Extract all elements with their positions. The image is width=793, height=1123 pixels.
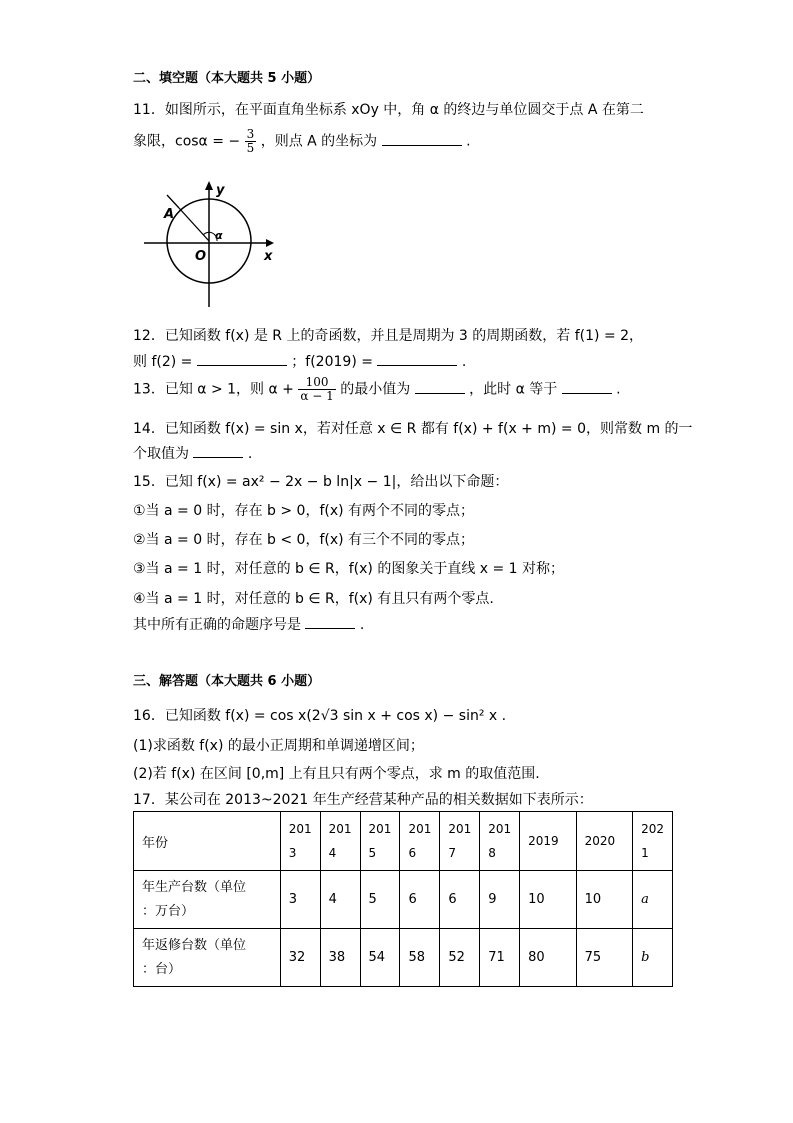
table-cell: 71 [480,929,520,987]
q16-line1: 16．已知函数 f(x) = cos x(2√3 sin x + cos x) − sin² x . [133,708,507,724]
label-x: x [264,249,273,264]
q14-line2 [133,443,252,463]
table-cell: 5 [360,871,400,929]
q15-option-2: ②当 a = 0 时，存在 b < 0，f(x) 有三个不同的零点； [133,532,475,548]
table-cell: 10 [520,871,576,929]
table-cell-year-2016: 201 6 [400,812,440,871]
table-label-repairs: 年返修台数（单位 ：台） [134,929,281,987]
q11-frac-den: 5 [246,141,255,155]
q13-fraction [298,376,335,403]
y-axis-arrow-icon [205,181,213,190]
q14-line2-pre: 个取值为 [133,446,189,462]
table-cell: 10 [576,871,632,929]
q13-frac-num: 100 [298,376,335,390]
q11-period: . [466,133,471,150]
table-cell: 80 [520,929,576,987]
q15-last-pre: 其中所有正确的命题序号是 [133,617,301,633]
unit-circle-figure [140,178,280,310]
table-cell: 52 [440,929,480,987]
table-cell: 75 [576,929,632,987]
section-header-solve: 三、解答题（本大题共 6 小题） [133,674,321,689]
q17-data-table [133,811,673,987]
table-cell: 9 [480,871,520,929]
table-cell-year-2020: 2020 [576,812,632,871]
q13-mid: 的最小值为 [340,381,411,398]
table-cell-year-2019: 2019 [520,812,576,871]
table-cell-year-2013: 201 3 [280,812,320,871]
table-cell-year-2014: 201 4 [320,812,360,871]
q11-line2 [133,128,471,155]
table-label-production: 年生产台数（单位 ：万台） [134,871,281,929]
table-row-repairs [134,929,673,987]
q15-last-line [133,614,364,634]
q11-frac-num: 3 [246,127,255,141]
q13-pre: 13．已知 α > 1，则 α + [133,381,294,398]
q15-period: . [359,617,365,633]
q11-line2-post: ，则点 A 的坐标为 [260,133,378,150]
table-cell: 58 [400,929,440,987]
q13-answer-blank-1[interactable] [415,379,465,394]
q11-answer-blank[interactable] [382,131,462,146]
label-origin: O [195,249,207,264]
terminal-side [179,208,209,241]
q14-period: . [247,446,253,462]
table-cell: a [633,871,673,929]
q13-answer-blank-2[interactable] [562,379,612,394]
q16-part2: (2)若 f(x) 在区间 [0,m] 上有且只有两个零点，求 m 的取值范围. [133,766,540,782]
table-row-production [134,871,673,929]
q12-line1: 12．已知函数 f(x) 是 R 上的奇函数，并且是周期为 3 的周期函数，若 f(1) = 2， [133,328,644,344]
q16-part1: (1)求函数 f(x) 的最小正周期和单调递增区间； [133,738,424,754]
q13-frac-den: α − 1 [300,389,334,403]
table-header-year: 年份 [134,812,281,871]
q13-period: . [616,381,621,398]
q15-option-4: ④当 a = 1 时，对任意的 b ∈ R，f(x) 有且只有两个零点. [133,591,494,607]
label-alpha: α [215,229,223,242]
table-row-year [134,812,673,871]
table-cell: b [633,929,673,987]
table-cell-year-2021: 202 1 [633,812,673,871]
table-cell: 38 [320,929,360,987]
q12-line2-a: 则 f(2) = [133,354,193,370]
section-header-fill-in: 二、填空题（本大题共 5 小题） [133,71,321,86]
table-cell: 54 [360,929,400,987]
table-cell: 6 [440,871,480,929]
q12-period: . [461,354,467,370]
q12-answer-blank-1[interactable] [197,351,287,366]
q11-fraction [245,128,257,155]
table-cell-year-2015: 201 5 [360,812,400,871]
q14-line1: 14．已知函数 f(x) = sin x，若对任意 x ∈ R 都有 f(x) + f(x + m) = 0，则常数 m 的一 [133,421,693,437]
q11-line1: 11．如图所示，在平面直角坐标系 xOy 中，角 α 的终边与单位圆交于点 A 在第二 [133,102,644,118]
x-axis-arrow-icon [266,239,274,247]
table-cell-year-2018: 201 8 [480,812,520,871]
q17-line1: 17．某公司在 2013~2021 年生产经营某种产品的相关数据如下表所示： [133,792,593,808]
table-cell: 32 [280,929,320,987]
q12-line2-b: ；f(2019) = [291,354,373,370]
label-y: y [216,183,225,198]
table-cell: 4 [320,871,360,929]
table-cell: 6 [400,871,440,929]
q12-line2 [133,351,466,371]
table-cell-year-2017: 201 7 [440,812,480,871]
label-point-a: A [164,207,175,222]
q14-answer-blank[interactable] [193,443,243,458]
q12-answer-blank-2[interactable] [377,351,457,366]
q15-line1: 15．已知 f(x) = ax² − 2x − b ln|x − 1|，给出以下命题： [133,474,509,490]
q15-answer-blank[interactable] [305,614,355,629]
q13-mid2: ，此时 α 等于 [469,381,558,398]
q15-option-1: ①当 a = 0 时，存在 b > 0，f(x) 有两个不同的零点； [133,503,475,519]
q13-line [133,376,621,403]
q11-line2-pre: 象限，cosα = − [133,133,241,150]
q15-option-3: ③当 a = 1 时，对任意的 b ∈ R，f(x) 的图象关于直线 x = 1 对称； [133,561,565,577]
table-cell: 3 [280,871,320,929]
